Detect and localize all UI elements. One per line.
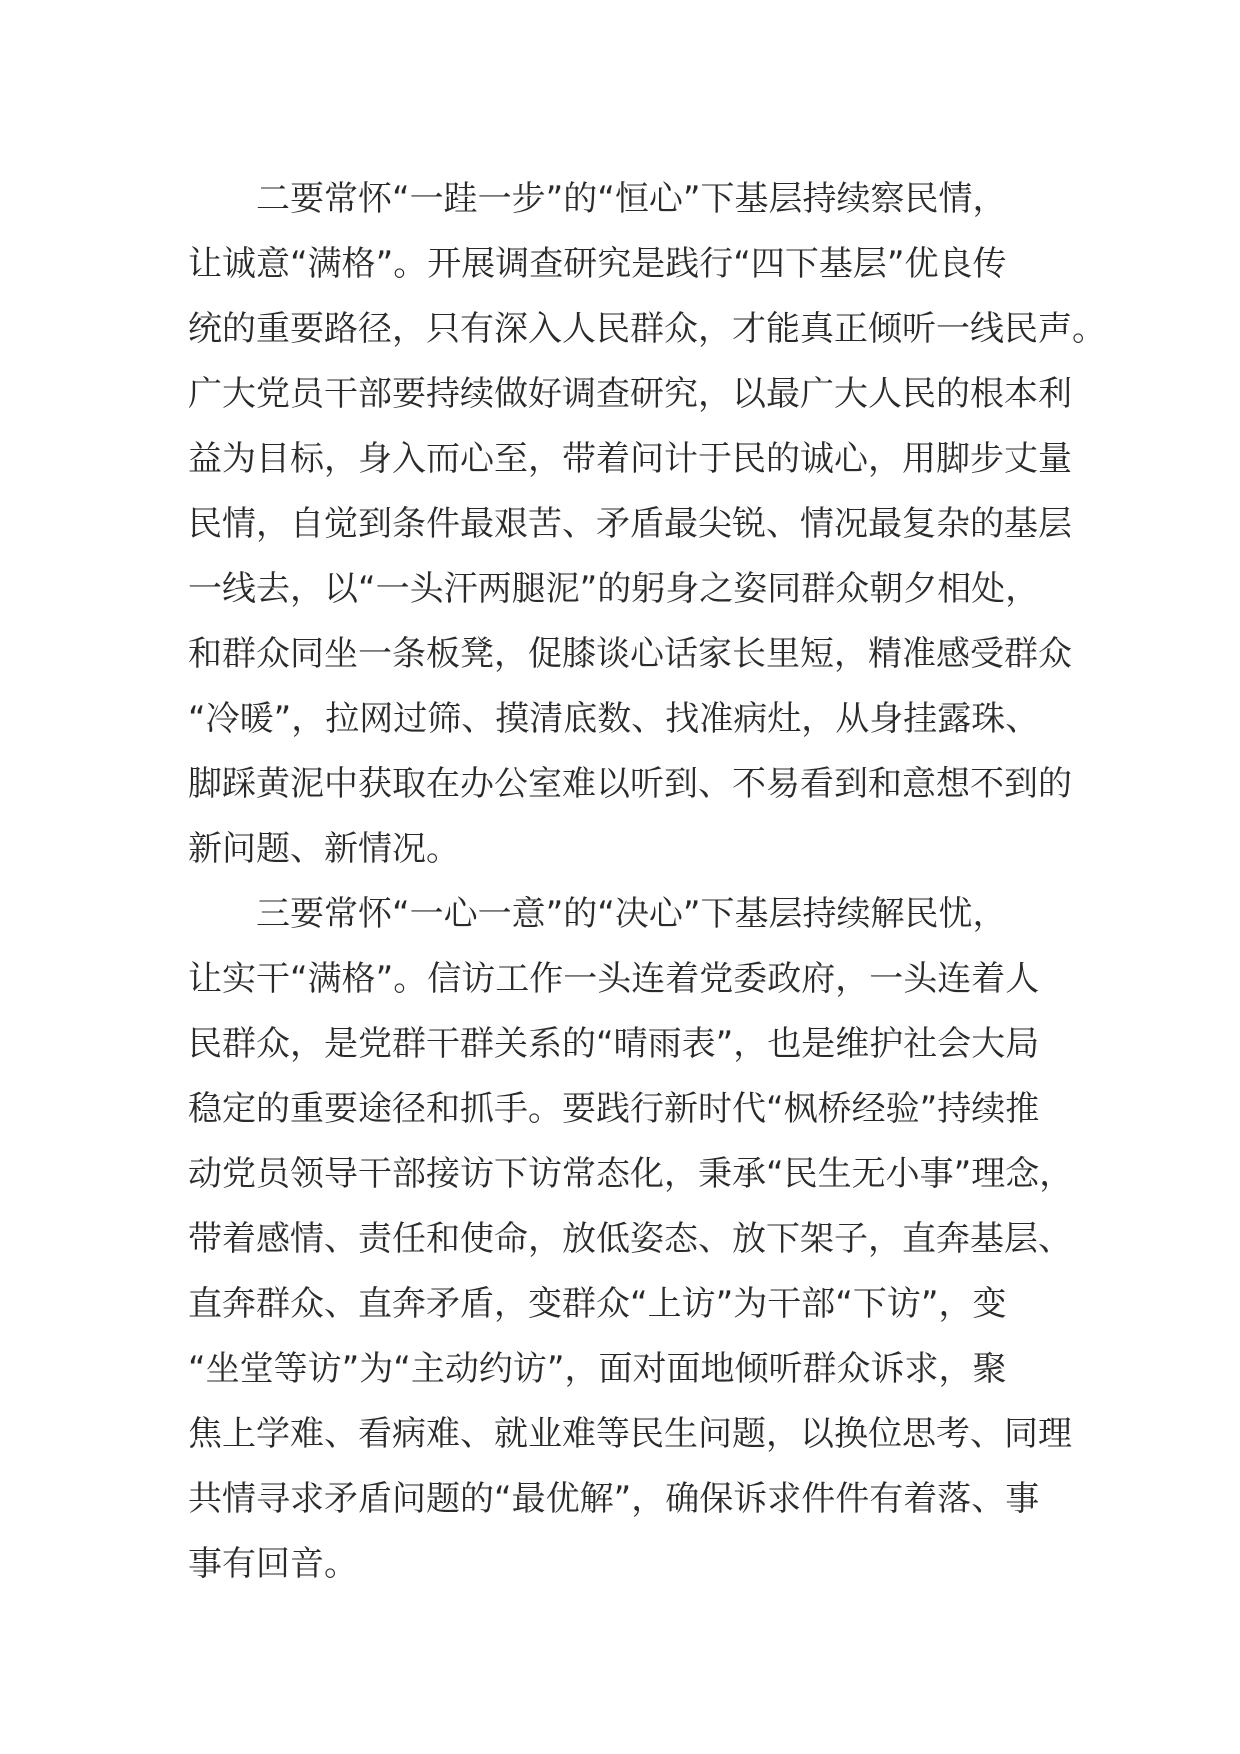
text-line: 一线去，以“一头汗两腿泥”的躬身之姿同群众朝夕相处， [188, 569, 1040, 609]
paragraph-3 [188, 882, 1074, 1597]
text-line: 和群众同坐一条板凳，促膝谈心话家长里短，精准感受群众 [188, 634, 1072, 674]
text-line: 脚踩黄泥中获取在办公室难以听到、不易看到和意想不到的 [188, 764, 1072, 804]
paragraph-2 [188, 167, 1106, 882]
text-line: 统的重要路径，只有深入人民群众，才能真正倾听一线民声。 [188, 309, 1106, 349]
text-line: 带着感情、责任和使命，放低姿态、放下架子，直奔基层、 [188, 1219, 1072, 1259]
text-line: 让实干“满格”。信访工作一头连着党委政府，一头连着人 [188, 959, 1040, 999]
document-body [188, 167, 1106, 1597]
text-line: 民情，自觉到条件最艰苦、矛盾最尖锐、情况最复杂的基层 [188, 504, 1072, 544]
text-line: 益为目标，身入而心至，带着问计于民的诚心，用脚步丈量 [188, 439, 1072, 479]
text-line: 动党员领导干部接访下访常态化，秉承“民生无小事”理念， [188, 1154, 1074, 1194]
text-line: 民群众，是党群干群关系的“晴雨表”，也是维护社会大局 [188, 1024, 1040, 1064]
text-line: 让诚意“满格”。开展调查研究是践行“四下基层”优良传 [188, 244, 1007, 284]
text-line: 焦上学难、看病难、就业难等民生问题，以换位思考、同理 [188, 1414, 1072, 1454]
text-line: 二要常怀“一跬一步”的“恒心”下基层持续察民情， [256, 179, 1007, 219]
text-line: 广大党员干部要持续做好调查研究，以最广大人民的根本利 [188, 374, 1072, 414]
text-line: 三要常怀“一心一意”的“决心”下基层持续解民忧， [256, 894, 1007, 934]
text-line: 共情寻求矛盾问题的“最优解”，确保诉求件件有着落、事 [188, 1479, 1040, 1519]
text-line: “坐堂等访”为“主动约访”，面对面地倾听群众诉求，聚 [188, 1349, 1007, 1389]
text-line: 直奔群众、直奔矛盾，变群众“上访”为干部“下访”，变 [188, 1284, 1007, 1324]
text-line: 事有回音。 [188, 1544, 358, 1584]
text-line: 新问题、新情况。 [188, 829, 460, 869]
text-line: “冷暖”，拉网过筛、摸清底数、找准病灶，从身挂露珠、 [188, 699, 1040, 739]
text-line: 稳定的重要途径和抓手。要践行新时代“枫桥经验”持续推 [188, 1089, 1040, 1129]
